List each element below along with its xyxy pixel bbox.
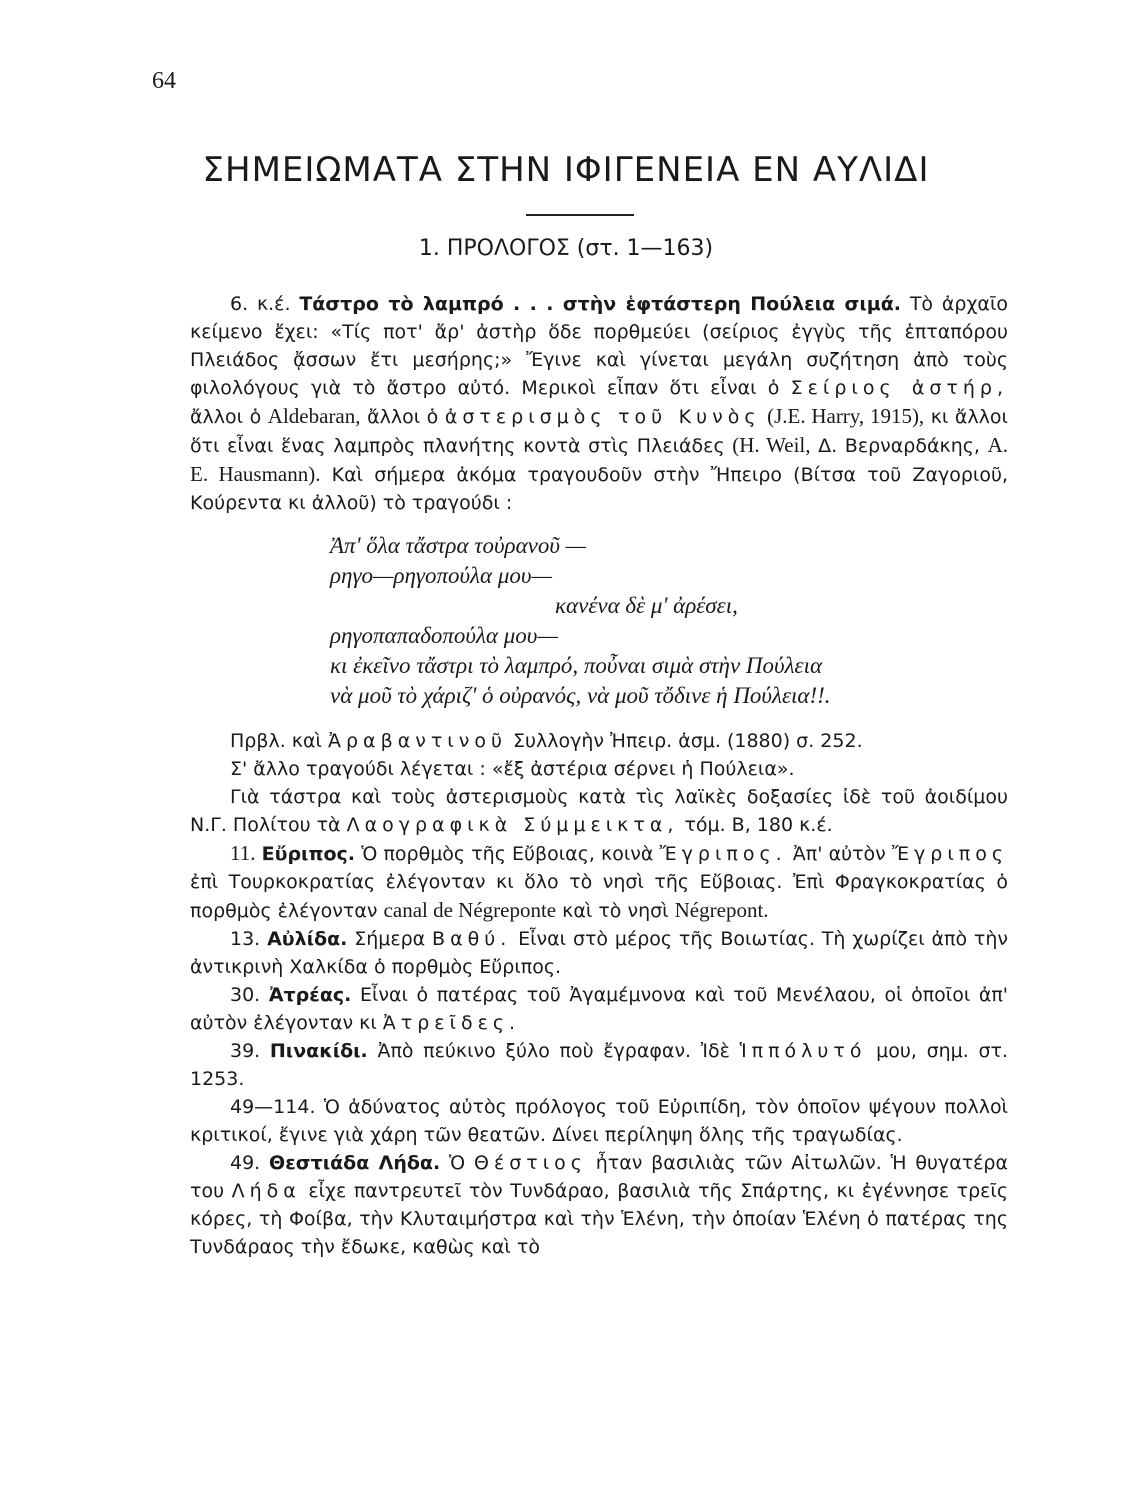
- song-paragraph: Σ' ἄλλο τραγούδι λέγεται : «ἔξ ἀστέρια σέρνει ἡ Πούλεια».: [230, 758, 795, 780]
- verse-line: ρηγοπαπαδοπούλα μου—: [330, 623, 558, 648]
- note-6: [190, 290, 1008, 517]
- note-text: Τὸ ἀρχαῖο κείμενο ἔχει: «Τίς ποτ' ἄρ' ἀστὴρ ὅδε πορθμεύει (σείριος ἐγγὺς τῆς ἑπταπόρου Πλειάδος ᾄσσων ἔτι μεσήρης;» Ἔγινε καὶ γίνεται μεγάλη συζήτηση ἀπὸ τοὺς φιλολόγους γιὰ τὸ ἄστρο αὐτό. Μερικοὶ εἶπαν ὅτι εἶναι ὁ: [190, 293, 1009, 399]
- note-text: καὶ τὸ νησὶ: [562, 900, 669, 922]
- note-text: ἦταν βασιλιὰς τῶν Αἰτωλῶν. Ἡ θυγατέρα του: [190, 1152, 1009, 1202]
- spaced-term: Σείριος ἀστήρ,: [790, 377, 1008, 399]
- note-text: Γιὰ τάστρα καὶ τοὺς ἀστερισμοὺς κατὰ τὶς λαϊκὲς δοξασίες ἰδὲ τοῦ ἀοιδίμου Ν.Γ. Πολίτου τὰ: [190, 786, 1008, 836]
- note-number: 49.: [230, 1152, 261, 1174]
- note-text: Εἶναι στὸ μέρος τῆς Βοιωτίας. Τὴ χωρίζει ἀπὸ τὴν ἀντικρινὴ Χαλκίδα ὁ πορθμὸς Εὔριπος.: [190, 928, 1009, 978]
- comparison-paragraph: [190, 727, 1008, 755]
- spaced-term: Ἱππόλυτό: [739, 1040, 867, 1062]
- note-text: ἄλλοι ὁ: [190, 406, 262, 428]
- note-number: 39.: [230, 1040, 261, 1062]
- verse-line: Ἀπ' ὅλα τἄστρα τοὐρανοῦ —: [330, 533, 587, 558]
- spaced-term: Θέστιος: [474, 1152, 587, 1174]
- note-lemma: Τάστρο τὸ λαμπρό . . . στὴν ἑφτάστερη Πούλεια σιμά.: [299, 293, 901, 315]
- note-number: 49—114.: [230, 1096, 316, 1118]
- latin-term: Aldebaran,: [267, 404, 361, 428]
- latin-term: Négrepont.: [674, 898, 769, 922]
- note-text: μου, σημ. στ. 1253.: [190, 1040, 1008, 1090]
- note-text: εἶχε παντρευτεῖ τὸν Τυνδάραο, βασιλιὰ τῆς Σπάρτης, κι ἐγέννησε τρεῖς κόρες, τὴ Φοίβα, τὴν Κλυταιμήστρα καὶ τὴν Ἑλένη, τὴν ὁποίαν Ἑλένη ὁ πατέρας της Τυνδάραος τὴν ἔδωκε, καθὼς καὶ τὸ: [190, 1180, 1008, 1258]
- spaced-term: Ἔγριπος.: [659, 843, 787, 865]
- note-text: Ὁ πορθμὸς τῆς Εὔβοιας, κοινὰ: [361, 843, 654, 865]
- note-39: [190, 1037, 1008, 1093]
- spaced-term: Λήδα: [231, 1180, 301, 1202]
- verse-line: νὰ μοῦ τὸ χάριζ' ὁ οὐρανός, νὰ μοῦ τὄδινε ἡ Πούλεια!!.: [330, 683, 831, 708]
- note-text: Δ. Βερναρδάκης,: [818, 435, 980, 457]
- note-text: Ὁ: [449, 1152, 466, 1174]
- latin-reference: (J.E. Harry, 1915),: [767, 404, 925, 428]
- note-49-114: [190, 1093, 1008, 1149]
- note-text: ἄλλοι ὁ: [367, 406, 439, 428]
- latin-reference: (H. Weil,: [732, 433, 811, 457]
- note-number: 30.: [230, 984, 261, 1006]
- folklore-paragraph: [190, 783, 1008, 839]
- note-lemma: Αὐλίδα.: [267, 928, 348, 950]
- verse-line: ρηγο—ρηγοπούλα μου—: [330, 563, 552, 588]
- section-heading: 1. ΠΡΟΛΟΓΟΣ (στ. 1—163): [418, 236, 714, 261]
- note-49: [190, 1149, 1008, 1261]
- notes-body: [190, 290, 1008, 1261]
- note-lemma: Ἀτρέας.: [268, 984, 352, 1006]
- note-13: [190, 925, 1008, 981]
- note-lemma: Πινακίδι.: [269, 1040, 368, 1062]
- note-11: [190, 839, 1008, 925]
- spaced-term: Ἀτρεῖδες.: [382, 1012, 521, 1034]
- folk-song-verse: [330, 531, 1008, 711]
- note-text: Σήμερα: [354, 928, 426, 950]
- note-text: Ἀπὸ πεύκινο ξύλο ποὺ ἔγραφαν. Ἰδὲ: [377, 1040, 730, 1062]
- title-divider: [526, 214, 634, 216]
- note-lemma: Εὔριπος.: [261, 843, 356, 865]
- spaced-term: Ἔγριπος: [891, 843, 1008, 865]
- spaced-term: ἀστερισμὸς τοῦ Κυνὸς: [444, 406, 761, 428]
- spaced-term: Βαθύ.: [432, 928, 512, 950]
- page-title: ΣΗΜΕΙΩΜΑΤΑ ΣΤΗΝ ΙΦΙΓΕΝΕΙΑ ΕΝ ΑΥΛΙΔΙ: [202, 150, 930, 190]
- verse-line: κι ἐκεῖνο τἄστρι τὸ λαμπρό, ποὖναι σιμὰ στὴν Πούλεια: [330, 653, 823, 678]
- note-number: 13.: [230, 928, 261, 950]
- note-text: Εἶναι ὁ πατέρας τοῦ Ἀγαμέμνονα καὶ τοῦ Μενέλαου, οἱ ὁποῖοι ἀπ' αὐτὸν ἐλέγονταν κι: [190, 984, 1009, 1034]
- spaced-term: Λαογραφικὰ Σύμμεικτα,: [346, 814, 679, 836]
- note-text: ἐπὶ Τουρκοκρατίας ἐλέγονταν κι ὅλο τὸ νησὶ τῆς Εὔβοιας. Ἐπὶ Φραγκοκρατίας ὁ πορθμὸς ἐλέγονταν: [190, 871, 1008, 922]
- latin-reference: A. E. Hausmann).: [190, 433, 1009, 486]
- note-30: [190, 981, 1008, 1037]
- note-text: κι ἄλλοι ὅτι εἶναι ἕνας λαμπρὸς πλανήτης κοντὰ στὶς Πλειάδες: [190, 406, 1008, 457]
- note-lemma: Θεστιάδα Λήδα.: [269, 1152, 441, 1174]
- note-number: 11.: [230, 841, 256, 865]
- note-text: Συλλογὴν Ἠπειρ. ἀσμ. (1880) σ. 252.: [513, 730, 863, 752]
- note-text: τόμ. Β, 180 κ.έ.: [684, 814, 833, 836]
- note-text: Πρβλ. καὶ: [230, 730, 322, 752]
- latin-term: canal de Négreponte: [383, 898, 557, 922]
- note-number: 6. κ.έ.: [230, 293, 291, 315]
- page-number: 64: [152, 68, 176, 94]
- note-text: Ἀπ' αὐτὸν: [792, 843, 886, 865]
- spaced-term: Ἀραβαντινοῦ: [328, 730, 507, 752]
- note-text: Καὶ σήμερα ἀκόμα τραγουδοῦν στὴν Ἤπειρο (Βίτσα τοῦ Ζαγοριοῦ, Κούρεντα κι ἀλλοῦ) τὸ τραγούδι :: [190, 464, 1008, 514]
- note-text: Ὁ ἀδύνατος αὐτὸς πρόλογος τοῦ Εὐριπίδη, τὸν ὁποῖον ψέγουν πολλοὶ κριτικοί, ἔγινε γιὰ χάρη τῶν θεατῶν. Δίνει περίληψη ὅλης τῆς τραγωδίας.: [190, 1096, 1008, 1146]
- verse-line: κανένα δὲ μ' ἀρέσει,: [555, 593, 738, 618]
